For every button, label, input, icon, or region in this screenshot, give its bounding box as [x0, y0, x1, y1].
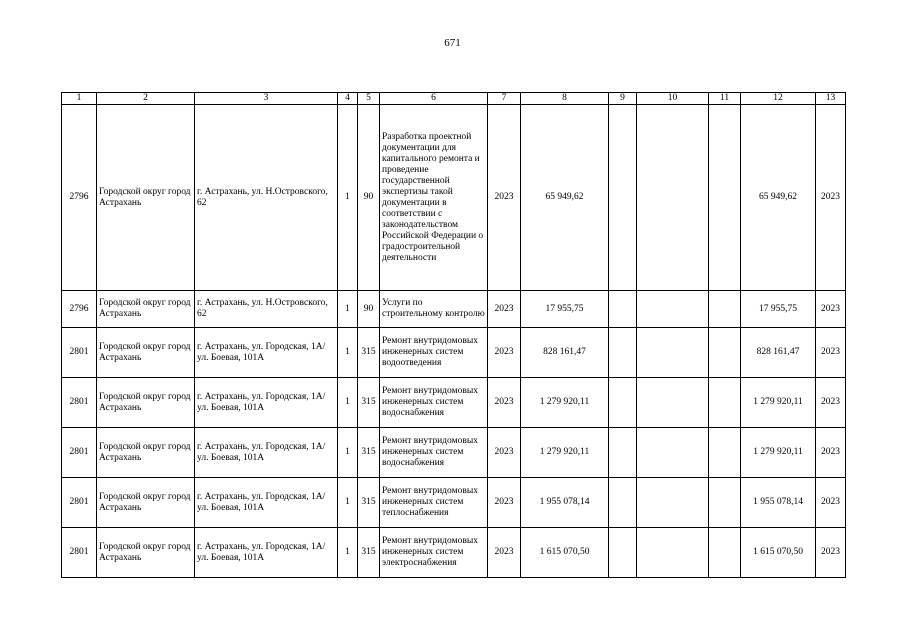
cell-col11: [709, 105, 741, 291]
total-cost: 1 279 920,11: [521, 428, 609, 478]
completion-year: 2023: [816, 528, 846, 578]
total-cost: 65 949,62: [521, 105, 609, 291]
total-cost: 17 955,75: [521, 291, 609, 328]
year: 2023: [488, 105, 521, 291]
column-header: 13: [816, 93, 846, 105]
year: 2023: [488, 328, 521, 378]
year: 2023: [488, 528, 521, 578]
fund-cost: 1 279 920,11: [741, 378, 816, 428]
cell-col5: 315: [358, 528, 380, 578]
cell-col5: 90: [358, 105, 380, 291]
cell-col10: [637, 528, 709, 578]
work-type: Ремонт внутридомовых инженерных систем водоснабжения: [380, 428, 488, 478]
cell-col11: [709, 328, 741, 378]
address: г. Астрахань, ул. Городская, 1А/ ул. Боевая, 101А: [195, 428, 338, 478]
table-row: [62, 478, 846, 528]
work-type: Ремонт внутридомовых инженерных систем теплоснабжения: [380, 478, 488, 528]
cell-col10: [637, 378, 709, 428]
cell-col9: [609, 478, 637, 528]
cell-col4: 1: [338, 328, 358, 378]
fund-cost: 17 955,75: [741, 291, 816, 328]
column-header: 3: [195, 93, 338, 105]
cell-col9: [609, 105, 637, 291]
column-header: 11: [709, 93, 741, 105]
table-row: [62, 105, 846, 291]
column-header: 6: [380, 93, 488, 105]
cell-col10: [637, 291, 709, 328]
address: г. Астрахань, ул. Городская, 1А/ ул. Боевая, 101А: [195, 328, 338, 378]
total-cost: 1 615 070,50: [521, 528, 609, 578]
cell-col9: [609, 528, 637, 578]
column-header: 10: [637, 93, 709, 105]
object-id: 2796: [62, 291, 97, 328]
address: г. Астрахань, ул. Н.Островского, 62: [195, 291, 338, 328]
cell-col11: [709, 428, 741, 478]
municipality: Городской округ город Астрахань: [97, 428, 195, 478]
table-row: [62, 328, 846, 378]
cell-col5: 90: [358, 291, 380, 328]
completion-year: 2023: [816, 105, 846, 291]
registry-table: [61, 92, 846, 578]
completion-year: 2023: [816, 478, 846, 528]
cell-col10: [637, 105, 709, 291]
cell-col10: [637, 328, 709, 378]
total-cost: 1 279 920,11: [521, 378, 609, 428]
cell-col11: [709, 291, 741, 328]
cell-col9: [609, 378, 637, 428]
address: г. Астрахань, ул. Городская, 1А/ ул. Боевая, 101А: [195, 478, 338, 528]
municipality: Городской округ город Астрахань: [97, 291, 195, 328]
address: г. Астрахань, ул. Городская, 1А/ ул. Боевая, 101А: [195, 528, 338, 578]
cell-col9: [609, 291, 637, 328]
table-row: [62, 291, 846, 328]
cell-col11: [709, 378, 741, 428]
column-header: 1: [62, 93, 97, 105]
fund-cost: 65 949,62: [741, 105, 816, 291]
year: 2023: [488, 478, 521, 528]
cell-col10: [637, 428, 709, 478]
address: г. Астрахань, ул. Н.Островского, 62: [195, 105, 338, 291]
fund-cost: 1 615 070,50: [741, 528, 816, 578]
cell-col9: [609, 428, 637, 478]
cell-col5: 315: [358, 428, 380, 478]
completion-year: 2023: [816, 291, 846, 328]
fund-cost: 828 161,47: [741, 328, 816, 378]
object-id: 2801: [62, 428, 97, 478]
work-type: Услуги по строительному контролю: [380, 291, 488, 328]
table-row: [62, 378, 846, 428]
column-header: 2: [97, 93, 195, 105]
year: 2023: [488, 378, 521, 428]
municipality: Городской округ город Астрахань: [97, 105, 195, 291]
municipality: Городской округ город Астрахань: [97, 378, 195, 428]
object-id: 2801: [62, 478, 97, 528]
object-id: 2801: [62, 378, 97, 428]
municipality: Городской округ город Астрахань: [97, 478, 195, 528]
column-number-row: [62, 93, 846, 105]
year: 2023: [488, 428, 521, 478]
fund-cost: 1 279 920,11: [741, 428, 816, 478]
completion-year: 2023: [816, 328, 846, 378]
cell-col5: 315: [358, 328, 380, 378]
municipality: Городской округ город Астрахань: [97, 328, 195, 378]
cell-col4: 1: [338, 105, 358, 291]
object-id: 2796: [62, 105, 97, 291]
object-id: 2801: [62, 328, 97, 378]
table-row: [62, 428, 846, 478]
column-header: 5: [358, 93, 380, 105]
column-header: 8: [521, 93, 609, 105]
cell-col4: 1: [338, 428, 358, 478]
cell-col11: [709, 478, 741, 528]
table-row: [62, 528, 846, 578]
municipality: Городской округ город Астрахань: [97, 528, 195, 578]
cell-col4: 1: [338, 528, 358, 578]
completion-year: 2023: [816, 428, 846, 478]
column-header: 7: [488, 93, 521, 105]
work-type: Разработка проектной документации для капитального ремонта и проведение государственной экспертизы такой документации в соответствии с законодательством Российской Федерации о градостроительной деятельности: [380, 105, 488, 291]
work-type: Ремонт внутридомовых инженерных систем электроснабжения: [380, 528, 488, 578]
cell-col5: 315: [358, 478, 380, 528]
total-cost: 828 161,47: [521, 328, 609, 378]
object-id: 2801: [62, 528, 97, 578]
column-header: 4: [338, 93, 358, 105]
cell-col11: [709, 528, 741, 578]
cell-col4: 1: [338, 291, 358, 328]
cell-col5: 315: [358, 378, 380, 428]
cell-col10: [637, 478, 709, 528]
cell-col4: 1: [338, 478, 358, 528]
work-type: Ремонт внутридомовых инженерных систем водоснабжения: [380, 378, 488, 428]
column-header: 12: [741, 93, 816, 105]
address: г. Астрахань, ул. Городская, 1А/ ул. Боевая, 101А: [195, 378, 338, 428]
cell-col4: 1: [338, 378, 358, 428]
page-number: 671: [444, 37, 461, 49]
work-type: Ремонт внутридомовых инженерных систем водоотведения: [380, 328, 488, 378]
cell-col9: [609, 328, 637, 378]
fund-cost: 1 955 078,14: [741, 478, 816, 528]
column-header: 9: [609, 93, 637, 105]
completion-year: 2023: [816, 378, 846, 428]
total-cost: 1 955 078,14: [521, 478, 609, 528]
year: 2023: [488, 291, 521, 328]
